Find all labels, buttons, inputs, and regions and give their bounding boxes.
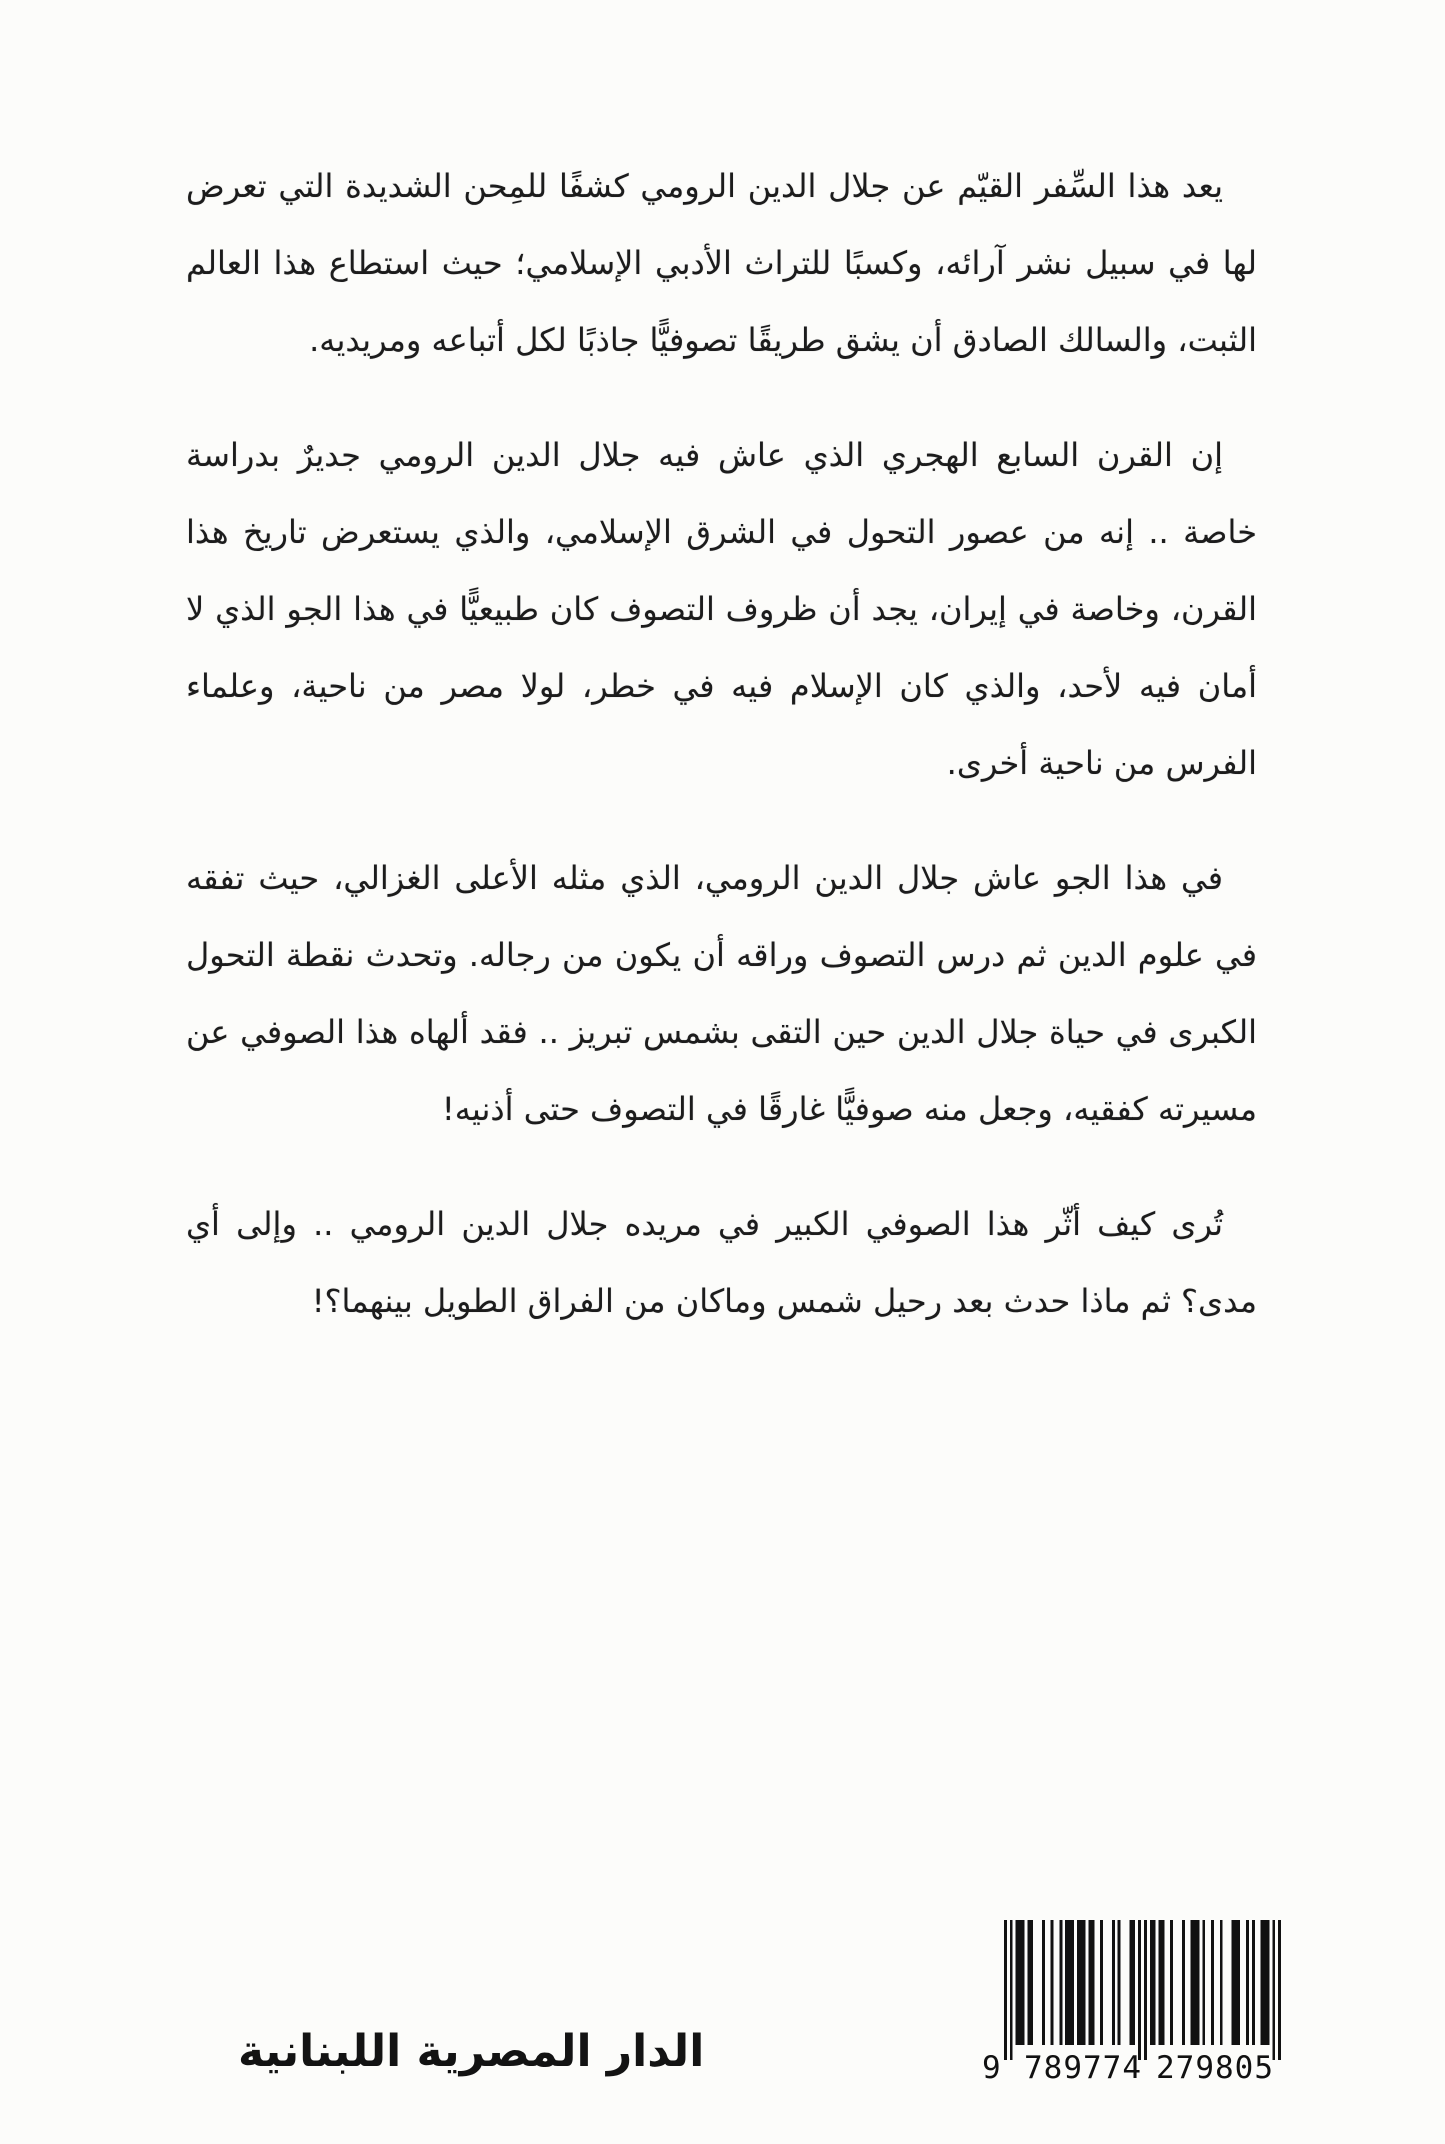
barcode-digits-group2: 279805 — [1156, 2050, 1274, 2086]
barcode-bars — [1004, 1920, 1281, 2060]
publisher-logo: الدار المصرية اللبنانية — [238, 2026, 705, 2077]
barcode-digits-group1: 789774 — [1024, 2050, 1142, 2086]
blurb-paragraph-1: يعد هذا السِّفر القيّم عن جلال الدين الرومي كشفًا للمِحن الشديدة التي تعرض لها في سبيل نشر آرائه، وكسبًا للتراث الأدبي الإسلامي؛ حيث استطاع هذا العالم الثبت، والسالك الصادق أن يشق طريقًا تصوفيًّا جاذبًا لكل أتباعه ومريديه. — [186, 167, 1257, 359]
blurb-paragraph-3: في هذا الجو عاش جلال الدين الرومي، الذي مثله الأعلى الغزالي، حيث تفقه في علوم الدين ثم درس التصوف وراقه أن يكون من رجاله. وتحدث نقطة التحول الكبرى في حياة جلال الدين حين التقى بشمس تبريز .. فقد ألهاه هذا الصوفي عن مسيرته كفقيه، وجعل منه صوفيًّا غارقًا في التصوف حتى أذنيه! — [186, 859, 1257, 1128]
barcode-digit-prefix: 9 — [982, 2050, 1001, 2086]
blurb-paragraph-2: إن القرن السابع الهجري الذي عاش فيه جلال الدين الرومي جديرٌ بدراسة خاصة .. إنه من عصور التحول في الشرق الإسلامي، والذي يستعرض تاريخ هذا القرن، وخاصة في إيران، يجد أن ظروف التصوف كان طبيعيًّا في هذا الجو الذي لا أمان فيه لأحد، والذي كان الإسلام فيه في خطر، لولا مصر من ناحية، وعلماء الفرس من ناحية أخرى. — [186, 436, 1257, 782]
isbn-barcode — [982, 1920, 1292, 2092]
blurb-paragraph-4: تُرى كيف أثّر هذا الصوفي الكبير في مريده جلال الدين الرومي .. وإلى أي مدى؟ ثم ماذا حدث بعد رحيل شمس وماكان من الفراق الطويل بينهما؟! — [186, 1205, 1257, 1320]
blurb-text-block — [186, 148, 1257, 1378]
barcode-number — [982, 2050, 1292, 2090]
